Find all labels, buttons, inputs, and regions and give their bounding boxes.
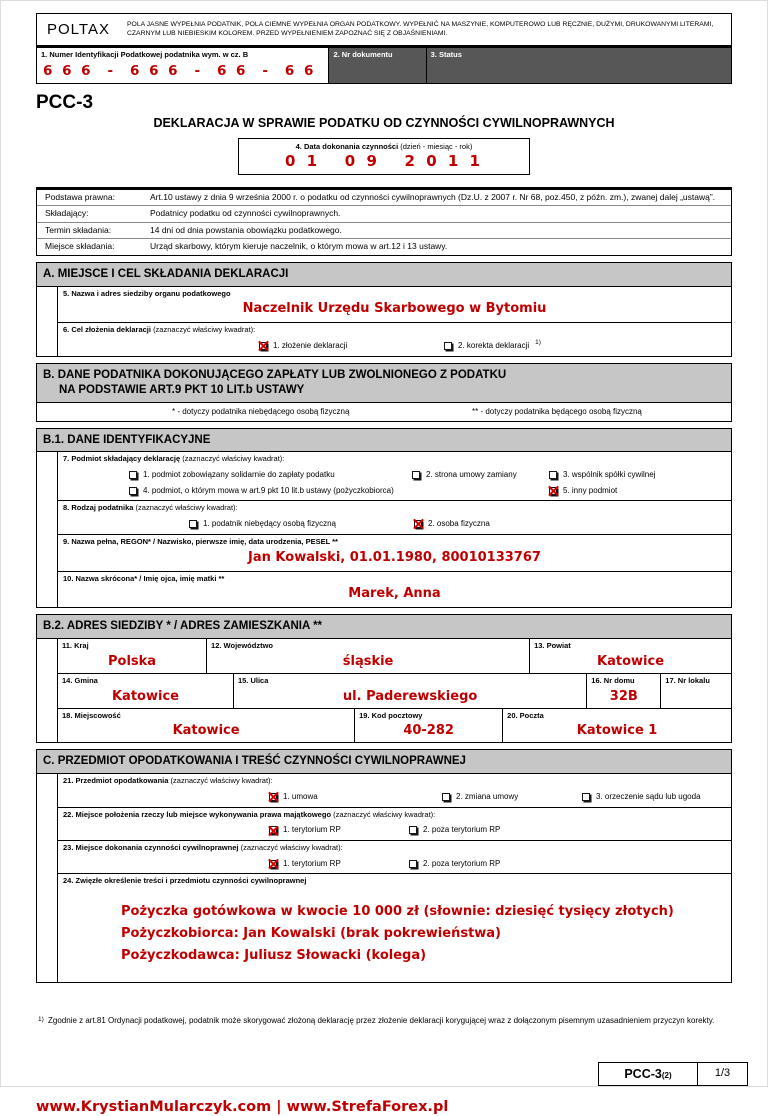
field-7-label-hint: (zaznaczyć właściwy kwadrat):	[182, 454, 285, 464]
field-8-label-hint: (zaznaczyć właściwy kwadrat):	[135, 503, 238, 513]
field-9-label: 9. Nazwa pełna, REGON* / Nazwisko, pierwsze imię, data urodzenia, PESEL **	[63, 536, 338, 546]
section-b1-header: B.1. DANE IDENTYFIKACYJNE	[37, 429, 731, 453]
date-label-text: 4. Data dokonania czynności	[295, 141, 399, 151]
field-kraj-label: 11. Kraj	[62, 641, 89, 651]
checkbox-poza-terytorium-rp-23-icon[interactable]	[409, 860, 417, 868]
address-row-2	[58, 673, 731, 708]
field-kod-pocztowy-label: 19. Kod pocztowy	[359, 710, 423, 720]
field-23	[57, 841, 731, 874]
field-24-line-2[interactable]: Pożyczkobiorca: Jan Kowalski (brak pokrewieństwa)	[121, 926, 502, 942]
section-c	[36, 749, 732, 983]
field-22-options	[63, 825, 726, 835]
field-6-label-text: 6. Cel złożenia deklaracji	[63, 325, 151, 335]
nip-field[interactable]	[37, 48, 328, 83]
field-5-label: 5. Nazwa i adres siedziby organu podatkowego	[63, 288, 231, 298]
field-miejscowosc-label: 18. Miejscowość	[62, 710, 121, 720]
checkbox-wspolnik-spolki-icon[interactable]	[549, 471, 557, 479]
legal-row	[37, 222, 731, 238]
date-box[interactable]	[238, 138, 530, 175]
footer-link-row	[36, 1098, 732, 1116]
field-powiat-label: 13. Powiat	[534, 641, 571, 651]
section-b-header	[37, 364, 731, 403]
footer-boxes	[36, 1062, 748, 1086]
option-zlozenie-deklaracji[interactable]	[259, 341, 444, 351]
legal-row-label: Składający:	[45, 208, 89, 219]
field-poczta-label: 20. Poczta	[507, 710, 544, 720]
status-cell	[426, 48, 731, 83]
doc-number-label: 2. Nr dokumentu	[333, 50, 393, 59]
legal-row	[37, 238, 731, 254]
field-nr-domu-label: 16. Nr domu	[591, 675, 635, 685]
field-gmina[interactable]	[58, 674, 233, 708]
field-kraj[interactable]	[58, 639, 206, 673]
option-label: 2. osoba fizyczna	[428, 519, 490, 529]
option-label: 1. terytorium RP	[283, 825, 341, 835]
checkbox-osoba-fizyczna-icon[interactable]	[414, 520, 422, 528]
field-kraj-value[interactable]: Polska	[107, 653, 157, 669]
footnote-ref: 1)	[535, 338, 541, 346]
field-wojewodztwo[interactable]	[206, 639, 529, 673]
address-row-3	[58, 708, 731, 743]
checkbox-orzeczenie-sadu-icon[interactable]	[582, 793, 590, 801]
nip-value[interactable]: 6 6 6 - 6 6 6 - 6 6 - 6 6	[43, 62, 316, 79]
field-8-options	[63, 519, 726, 529]
field-8	[57, 501, 731, 534]
field-24	[57, 874, 731, 982]
section-b1	[36, 428, 732, 609]
date-label-hint: (dzień - miesiąc - rok)	[400, 141, 473, 151]
field-nr-lokalu[interactable]	[660, 674, 731, 708]
field-10-label: 10. Nazwa skrócona* / Imię ojca, imię matki **	[63, 573, 225, 583]
field-10-value[interactable]: Marek, Anna	[348, 586, 441, 602]
field-21-label-hint: (zaznaczyć właściwy kwadrat):	[170, 776, 273, 786]
field-kod-pocztowy-value[interactable]: 40-282	[403, 723, 454, 739]
checkbox-umowa-icon[interactable]	[269, 793, 277, 801]
field-8-label-text: 8. Rodzaj podatnika	[63, 503, 134, 513]
field-23-label-hint: (zaznaczyć właściwy kwadrat):	[240, 843, 343, 853]
field-9-value[interactable]: Jan Kowalski, 01.01.1980, 80010133767	[248, 549, 541, 565]
doc-number-cell	[328, 48, 425, 83]
page-number-box: 1/3	[698, 1062, 748, 1086]
option-korekta-deklaracji[interactable]	[444, 338, 541, 351]
option-poza-terytorium-rp-23[interactable]	[409, 859, 500, 869]
option-label: 2. korekta deklaracji	[458, 341, 530, 351]
option-wspolnik-spolki[interactable]	[549, 470, 655, 480]
top-row	[36, 48, 732, 84]
option-strona-umowy-zamiany[interactable]	[412, 470, 549, 480]
checkbox-strona-umowy-zamiany-icon[interactable]	[412, 471, 420, 479]
field-23-options	[63, 859, 726, 869]
checkbox-terytorium-rp-23-icon[interactable]	[269, 860, 277, 868]
option-label: 2. strona umowy zamiany	[426, 470, 517, 480]
option-terytorium-rp-23[interactable]	[269, 859, 409, 869]
checkbox-podmiot-solidarny-icon[interactable]	[129, 471, 137, 479]
field-ulica[interactable]	[233, 674, 586, 708]
option-niebedacy-osoba-fizyczna[interactable]	[189, 519, 414, 529]
field-poczta[interactable]	[502, 709, 731, 743]
field-miejscowosc[interactable]	[58, 709, 354, 743]
form-version-box	[598, 1062, 698, 1086]
section-c-header: C. PRZEDMIOT OPODATKOWANIA I TREŚĆ CZYNNOŚCI CYWILNOPRAWNEJ	[37, 750, 731, 774]
legal-row-label: Termin składania:	[45, 224, 112, 235]
address-grid	[57, 639, 731, 742]
option-label: 4. podmiot, o którym mowa w art.9 pkt 10 lit.b ustawy (pożyczkobiorca)	[143, 485, 394, 495]
option-label: 1. podmiot zobowiązany solidarnie do zapłaty podatku	[143, 470, 335, 480]
legal-row-label: Podstawa prawna:	[45, 191, 115, 202]
footnote-text: Zgodnie z art.81 Ordynacji podatkowej, podatnik może skorygować złożoną deklarację przez złożenie deklaracji korygującej wraz z dołączonym pisemnym uzasadnieniem przyczyn korekty.	[48, 1016, 715, 1026]
field-nr-domu[interactable]	[586, 674, 660, 708]
legal-row-text: Urząd skarbowy, którym kieruje naczelnik, o którym mowa w art.12 i 13 ustawy.	[150, 241, 448, 252]
option-zmiana-umowy[interactable]	[442, 792, 582, 802]
field-10	[57, 572, 731, 608]
checkbox-terytorium-rp-22-icon[interactable]	[269, 826, 277, 834]
field-22	[57, 808, 731, 841]
legal-row	[37, 205, 731, 221]
section-b-title-line1: B. DANE PODATNIKA DOKONUJĄCEGO ZAPŁATY LUB ZWOLNIONEGO Z PODATKU	[43, 368, 507, 381]
option-label: 2. poza terytorium RP	[423, 825, 501, 835]
option-label: 3. orzeczenie sądu lub ugoda	[596, 792, 701, 802]
option-label: 1. terytorium RP	[283, 858, 341, 868]
field-9	[57, 535, 731, 572]
section-a	[36, 262, 732, 357]
footnote	[36, 1015, 732, 1026]
section-a-header: A. MIEJSCE I CEL SKŁADANIA DEKLARACJI	[37, 263, 731, 287]
section-b	[36, 363, 732, 422]
field-nr-lokalu-label: 17. Nr lokalu	[665, 675, 710, 685]
section-b-title-line2: NA PODSTAWIE ART.9 PKT 10 LIT.b USTAWY	[59, 383, 305, 396]
field-ulica-value[interactable]: ul. Paderewskiego	[342, 688, 478, 704]
note-double-asterisk: ** - dotyczy podatnika będącego osobą fizyczną	[472, 406, 642, 416]
field-6-label	[63, 325, 726, 335]
checkbox-niebedacy-osoba-fizyczna-icon[interactable]	[189, 520, 197, 528]
date-label	[243, 142, 525, 151]
website-link[interactable]: www.KrystianMularczyk.com | www.StrefaForex.pl	[36, 1099, 449, 1116]
field-8-label	[63, 503, 726, 513]
option-terytorium-rp-22[interactable]	[269, 825, 409, 835]
field-6	[57, 323, 731, 355]
field-5	[57, 287, 731, 324]
checkbox-inny-podmiot-icon[interactable]	[549, 487, 557, 495]
field-24-line-1[interactable]: Pożyczka gotówkowa w kwocie 10 000 zł (słownie: dziesięć tysięcy złotych)	[121, 904, 674, 920]
option-label: 1. złożenie deklaracji	[273, 341, 348, 351]
option-inny-podmiot[interactable]	[549, 486, 617, 496]
field-7	[57, 452, 731, 501]
option-pozyczkobiorca[interactable]	[129, 486, 549, 496]
field-6-label-hint: (zaznaczyć właściwy kwadrat):	[153, 325, 256, 335]
field-21-options	[63, 792, 726, 802]
field-wojewodztwo-value[interactable]: śląskie	[342, 653, 394, 669]
field-6-options	[63, 338, 726, 351]
section-b2	[36, 614, 732, 743]
field-wojewodztwo-label: 12. Województwo	[211, 641, 273, 651]
field-24-label: 24. Zwięzłe określenie treści i przedmiotu czynności cywilnoprawnej	[63, 876, 307, 886]
asterisk-notes	[37, 403, 731, 421]
field-7-options-row1	[63, 470, 726, 480]
status-label: 3. Status	[430, 50, 462, 59]
filling-instructions: POLA JASNE WYPEŁNIA PODATNIK, POLA CIEMNE WYPEŁNIA ORGAN PODATKOWY. WYPEŁNIĆ NA MASZYNIE, KOMPUTEROWO LUB RĘCZNIE, DUŻYMI, DRUKOWANYMI LITERAMI, CZARNYM LUB NIEBIESKIM KOLOREM. PRZED WYPEŁNIENIEM ZAPOZNAĆ SIĘ Z OBJAŚNIENIAMI.	[127, 20, 714, 37]
option-label: 3. wspólnik spółki cywilnej	[563, 470, 656, 480]
footnote-marker: 1)	[38, 1016, 44, 1024]
field-23-label-text: 23. Miejsce dokonania czynności cywilnoprawnej	[63, 843, 239, 853]
option-umowa[interactable]	[269, 792, 442, 802]
date-value[interactable]: 0 1 0 9 2 0 1 1	[285, 151, 483, 170]
field-24-line-3[interactable]: Pożyczkodawca: Juliusz Słowacki (kolega)	[121, 948, 427, 964]
option-orzeczenie-sadu[interactable]	[582, 792, 701, 802]
legal-info	[36, 187, 732, 256]
address-row-1	[58, 639, 731, 673]
field-powiat[interactable]	[529, 639, 731, 673]
option-osoba-fizyczna[interactable]	[414, 519, 490, 529]
section-b2-header: B.2. ADRES SIEDZIBY * / ADRES ZAMIESZKANIA **	[37, 615, 731, 639]
form-header	[36, 13, 732, 48]
poltax-logo: POLTAX	[47, 21, 110, 38]
option-label: 5. inny podmiot	[563, 485, 618, 495]
legal-row-text: Art.10 ustawy z dnia 9 września 2000 r. o podatku od czynności cywilnoprawnych (Dz.U. z 2007 r. Nr 68, poz.450, z późn. zm.), zwanej dalej „ustawą”.	[150, 191, 716, 202]
field-5-value[interactable]: Naczelnik Urzędu Skarbowego w Bytomiu	[242, 301, 547, 317]
field-21	[57, 774, 731, 807]
form-code-title: PCC-3	[36, 91, 94, 113]
checkbox-zlozenie-deklaracji-icon[interactable]	[259, 342, 267, 350]
checkbox-pozyczkobiorca-icon[interactable]	[129, 487, 137, 495]
footer-form-code: PCC-3	[624, 1067, 662, 1082]
field-nr-lokalu-value[interactable]	[665, 686, 727, 703]
legal-row-text: 14 dni od dnia powstania obowiązku podatkowego.	[150, 224, 342, 235]
legal-row-label: Miejsce składania:	[45, 241, 115, 252]
field-miejscowosc-value[interactable]: Katowice	[172, 723, 240, 739]
option-label: 2. poza terytorium RP	[423, 858, 501, 868]
field-22-label-text: 22. Miejsce położenia rzeczy lub miejsce wykonywania prawa majątkowego	[63, 809, 332, 819]
legal-row	[37, 190, 731, 205]
field-7-label	[63, 454, 726, 464]
field-21-label	[63, 776, 726, 786]
field-7-label-text: 7. Podmiot składający deklarację	[63, 454, 181, 464]
option-label: 1. podatnik niebędący osobą fizyczną	[203, 519, 336, 529]
field-23-label	[63, 843, 726, 853]
field-24-value[interactable]	[63, 886, 726, 977]
field-7-options-row2	[63, 486, 726, 496]
field-22-label-hint: (zaznaczyć właściwy kwadrat):	[333, 809, 436, 819]
field-gmina-value[interactable]: Katowice	[111, 688, 179, 704]
option-podmiot-solidarny[interactable]	[129, 470, 412, 480]
legal-row-text: Podatnicy podatku od czynności cywilnoprawnych.	[150, 208, 341, 219]
field-poczta-value[interactable]: Katowice 1	[576, 723, 658, 739]
option-poza-terytorium-rp-22[interactable]	[409, 825, 500, 835]
field-kod-pocztowy[interactable]	[354, 709, 502, 743]
footer-form-version: (2)	[661, 1071, 672, 1081]
form-title: DEKLARACJA W SPRAWIE PODATKU OD CZYNNOŚCI CYWILNOPRAWNYCH	[153, 115, 615, 130]
field-nr-domu-value[interactable]: 32B	[609, 688, 638, 704]
field-22-label	[63, 810, 726, 820]
field-21-label-text: 21. Przedmiot opodatkowania	[63, 776, 169, 786]
checkbox-zmiana-umowy-icon[interactable]	[442, 793, 450, 801]
field-ulica-label: 15. Ulica	[237, 675, 269, 685]
field-gmina-label: 14. Gmina	[62, 675, 98, 685]
note-single-asterisk: * - dotyczy podatnika niebędącego osobą fizyczną	[172, 406, 350, 416]
checkbox-poza-terytorium-rp-22-icon[interactable]	[409, 826, 417, 834]
nip-label: 1. Numer Identyfikacji Podatkowej podatnika wym. w cz. B	[41, 50, 249, 59]
option-label: 1. umowa	[283, 792, 318, 802]
option-label: 2. zmiana umowy	[456, 792, 519, 802]
checkbox-korekta-deklaracji-icon[interactable]	[444, 342, 452, 350]
field-powiat-value[interactable]: Katowice	[597, 653, 665, 669]
form-content	[36, 13, 732, 1116]
